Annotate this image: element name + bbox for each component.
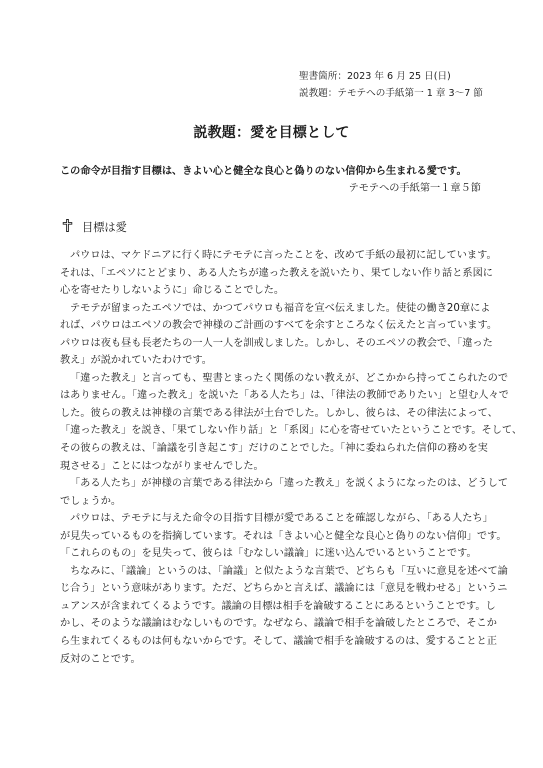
body-line: その彼らの教えは、「論議を引き起こす」だけのことでした。「神に委ねられた信仰の務めを実 bbox=[60, 443, 488, 455]
body-line: 教え」が説かれていたわけです。 bbox=[60, 355, 212, 367]
body-line: ュアンスが含まれてくるようです。議論の目標は相手を論破することにあるということです。し bbox=[60, 600, 496, 612]
body-line: 反対のことです。 bbox=[60, 653, 141, 665]
sermon-passage: 説教題：テモテへの手紙第一 1 章 3～7 節 bbox=[298, 88, 483, 99]
body-line: じ合う」という意味があります。ただ、どちらかと言えば、議論には「意見を戦わせる」というニ bbox=[60, 583, 508, 595]
section-heading-text: 目標は愛 bbox=[82, 221, 127, 234]
key-verse-text: この命令が目指す目標は、きよい心と健全な良心と偽りのない信仰から生まれる愛です。 bbox=[60, 166, 467, 177]
body-line: パウロは夜も昼も長老たちの一人一人を訓戒しました。しかし、そのエペソの教会で、「違った bbox=[60, 337, 493, 349]
body-line: それは、「エペソにとどまり、ある人たちが違った教えを説いたり、果てしない作り話と系図に bbox=[60, 267, 493, 279]
cross-icon bbox=[60, 219, 74, 237]
body-line: した。彼らの教えは神様の言葉である律法が土台でした。しかし、彼らは、その律法によって、 bbox=[60, 407, 498, 419]
body-line: はありません。「違った教え」を説いた「ある人たち」は、「律法の教師でありたい」と望む人々で bbox=[60, 390, 509, 402]
body-line: ちなみに、「議論」というのは、「論議」と似たような言葉で、どちらも「互いに意見を述べて論 bbox=[70, 565, 508, 577]
body-line: 「ある人たち」が神様の言葉である律法から「違った教え」を説くようになったのは、どうして bbox=[70, 478, 509, 490]
body-line: パウロは、テモテに与えた命令の目指す目標が愛であることを確認しながら、「ある人たち」 bbox=[70, 513, 493, 525]
body-line: テモテが留まったエペソでは、かつてパウロも福音を宣べ伝えました。使徒の働き20章によ bbox=[70, 302, 491, 314]
body-line: が見失っているものを指摘しています。それは「きよい心と健全な良心と偽りのない信仰」です。 bbox=[60, 530, 507, 542]
body-line: れば、パウロはエペソの教会で神様のご計画のすべてを余すところなく伝えたと言っています。 bbox=[60, 320, 498, 332]
body-line: 「これらのもの」を見失って、彼らは「むなしい議論」に迷い込んでいるということです。 bbox=[60, 548, 477, 560]
body-line: 現させる」ことにはつながりませんでした。 bbox=[60, 460, 264, 472]
key-verse-reference: テモテへの手紙第一１章５節 bbox=[348, 183, 481, 194]
body-line: 「違った教え」と言っても、聖書とまったく関係のない教えが、どこかから持ってこられたので bbox=[70, 372, 509, 384]
sermon-date: 聖書箇所：2023 年 6 月 25 日(日) bbox=[298, 71, 451, 82]
sermon-meta bbox=[299, 68, 483, 102]
body-line: 心を寄せたりしないように」命じることでした。 bbox=[60, 285, 285, 297]
body-line: パウロは、マケドニアに行く時にテモテに言ったことを、改めて手紙の最初に記しています。 bbox=[70, 250, 497, 261]
sermon-title: 説教題：愛を目標として bbox=[193, 125, 350, 141]
body-line: ら生まれてくるものは何もないからです。そして、議論で相手を論破するのは、愛することと正 bbox=[60, 636, 497, 648]
body-line: 「違った教え」を説き、「果てしない作り話」と「系図」に心を寄せていたということです。そして、 bbox=[60, 425, 523, 437]
section-heading bbox=[60, 219, 127, 237]
body-line: でしょうか。 bbox=[60, 495, 122, 507]
sermon-body bbox=[60, 247, 523, 668]
body-line: かし、そのような議論はむなしいものです。なぜなら、議論で相手を論破したところで、そこか bbox=[60, 618, 497, 630]
